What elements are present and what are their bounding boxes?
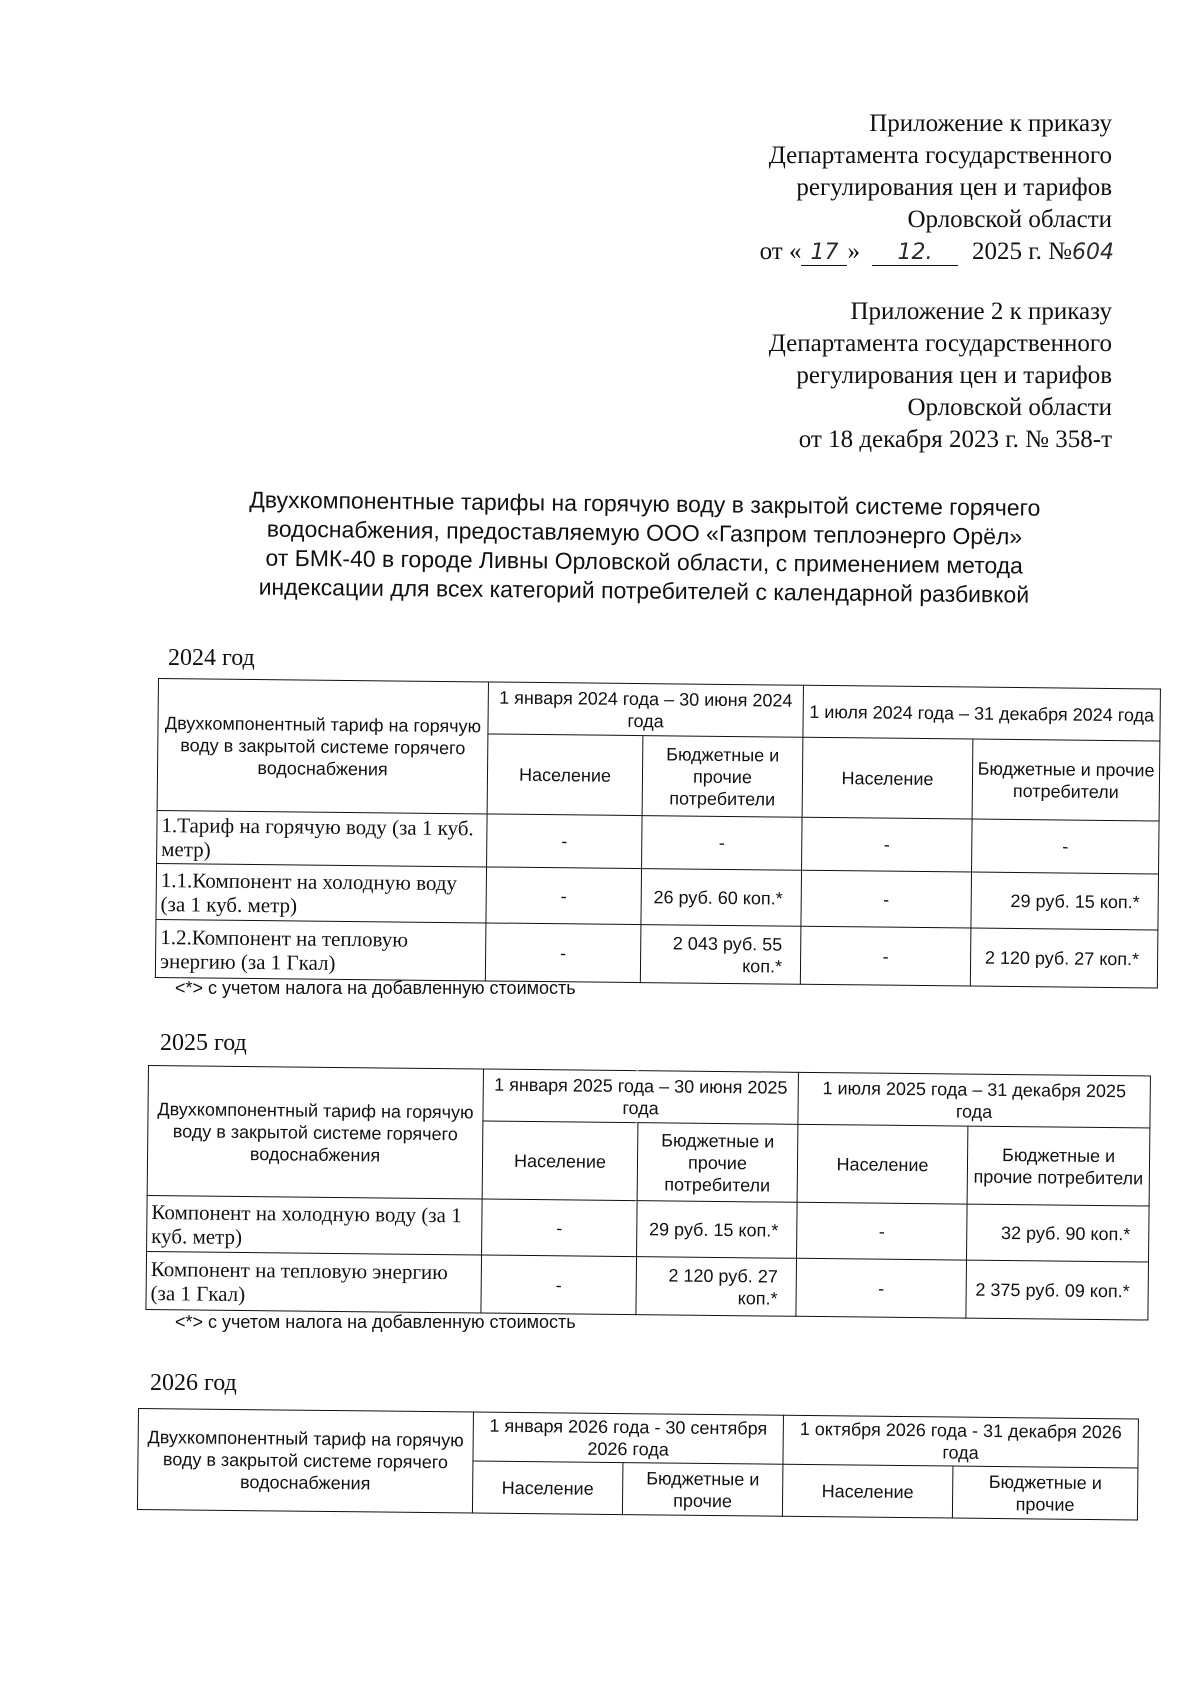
header-line: Департамента государственного — [768, 330, 1112, 357]
table-row — [146, 1251, 1149, 1319]
tariff-table-2025 — [145, 1065, 1151, 1320]
vat-note: <*> с учетом налога на добавленную стоимость — [175, 978, 576, 998]
vat-note: <*> с учетом налога на добавленную стоимость — [175, 1312, 576, 1332]
column-header-budget: Бюджетные и прочие — [952, 1466, 1138, 1520]
row-label: 1.2.Компонент на тепловую энергию (за 1 Гкал) — [155, 919, 486, 980]
cell-value: 2 375 руб. 09 коп.* — [966, 1260, 1149, 1320]
period-header: 1 июля 2025 года – 31 декабря 2025 года — [798, 1072, 1151, 1128]
column-header-budget: Бюджетные и прочие потребители — [967, 1126, 1150, 1206]
column-header-population: Население — [802, 737, 973, 819]
row-label: Компонент на тепловую энергию (за 1 Гкал) — [146, 1251, 482, 1313]
cell-value: - — [801, 870, 972, 928]
cell-value: - — [485, 923, 641, 983]
cell-value: - — [482, 1199, 638, 1257]
table-row-header: Двухкомпонентный тариф на горячую воду в закрытой системе горячего водоснабжения — [137, 1409, 473, 1514]
period-header: 1 января 2025 года – 30 июня 2025 года — [483, 1069, 799, 1124]
cell-value: 32 руб. 90 коп.* — [967, 1204, 1150, 1262]
title-line: индексации для всех категорий потребителей с календарной разбивкой — [258, 573, 1030, 608]
year-label-2024: 2024 год — [168, 645, 255, 671]
period-header: 1 октября 2026 года - 31 декабря 2026 года — [783, 1415, 1139, 1468]
column-header-budget: Бюджетные и прочие потребители — [642, 736, 803, 818]
cell-value: - — [802, 817, 973, 872]
year-label-2026: 2026 год — [150, 1370, 237, 1396]
header-line: регулирования цен и тарифов — [796, 174, 1112, 201]
column-header-population: Население — [487, 734, 643, 816]
cell-value: - — [797, 1202, 968, 1260]
tariff-table-2026 — [137, 1408, 1139, 1520]
cell-value: 26 руб. 60 коп.* — [641, 869, 802, 927]
title-line: Двухкомпонентные тарифы на горячую воду в закрытой системе горячего — [249, 486, 1041, 521]
cell-value: - — [800, 926, 971, 986]
table-row — [156, 863, 1159, 929]
document-title — [204, 485, 1085, 610]
year-label-2025: 2025 год — [160, 1030, 247, 1056]
row-label: 1.Тариф на горячую воду (за 1 куб. метр) — [157, 810, 488, 866]
header-line: Орловской области — [907, 394, 1112, 421]
cell-value: 2 043 руб. 55 коп.* — [640, 925, 801, 985]
title-line: водоснабжения, предоставляемую ООО «Газпром теплоэнерго Орёл» — [266, 515, 1023, 550]
appendix-header-current — [760, 108, 1112, 268]
row-label: Компонент на холодную воду (за 1 куб. метр) — [147, 1195, 483, 1255]
order-date-line — [760, 236, 1112, 268]
header-line: Приложение к приказу — [869, 110, 1112, 137]
table-row — [147, 1195, 1150, 1261]
column-header-population: Население — [797, 1124, 968, 1204]
cell-value: - — [972, 819, 1160, 874]
header-line: Орловской области — [907, 206, 1112, 233]
period-header: 1 января 2024 года – 30 июня 2024 года — [488, 682, 804, 737]
header-line: от 18 декабря 2023 г. № 358-т — [798, 426, 1112, 453]
column-header-population: Население — [472, 1461, 623, 1515]
column-header-budget: Бюджетные и прочие — [622, 1463, 783, 1517]
date-year: 2025 г. № — [971, 238, 1072, 265]
column-header-budget: Бюджетные и прочие потребители — [637, 1123, 798, 1203]
table-row-header: Двухкомпонентный тариф на горячую воду в закрытой системе горячего водоснабжения — [147, 1066, 483, 1200]
date-prefix: от « — [759, 238, 802, 265]
appendix-header-original — [769, 296, 1112, 456]
column-header-population: Население — [482, 1121, 638, 1201]
header-line: регулирования цен и тарифов — [796, 362, 1112, 389]
header-line: Приложение 2 к приказу — [850, 298, 1112, 325]
column-header-population: Население — [782, 1464, 953, 1518]
cell-value: 29 руб. 15 коп.* — [971, 872, 1159, 930]
row-label: 1.1.Компонент на холодную воду (за 1 куб. метр) — [156, 863, 487, 922]
title-line: от БМК-40 в городе Ливны Орловской области, с применением метода — [265, 544, 1024, 579]
handwritten-day: 17 — [801, 241, 847, 266]
header-line: Департамента государственного — [768, 142, 1112, 169]
date-mid: » — [847, 238, 860, 265]
handwritten-month: 12. — [872, 241, 958, 266]
cell-value: - — [487, 814, 643, 869]
period-header: 1 июля 2024 года – 31 декабря 2024 года — [803, 685, 1161, 741]
column-header-budget: Бюджетные и прочие потребители — [972, 739, 1160, 821]
table-row-header: Двухкомпонентный тариф на горячую воду в закрытой системе горячего водоснабжения — [157, 679, 488, 814]
period-header: 1 января 2026 года - 30 сентября 2026 года — [473, 1412, 784, 1464]
cell-value: - — [481, 1255, 637, 1315]
cell-value: - — [486, 867, 642, 925]
cell-value: 2 120 руб. 27 коп.* — [970, 928, 1158, 988]
cell-value: 2 120 руб. 27 коп.* — [636, 1257, 797, 1317]
cell-value: - — [642, 816, 803, 871]
cell-value: - — [796, 1258, 967, 1318]
handwritten-number: 604 — [1072, 240, 1114, 265]
tariff-table-2024 — [155, 678, 1161, 988]
cell-value: 29 руб. 15 коп.* — [637, 1201, 798, 1259]
